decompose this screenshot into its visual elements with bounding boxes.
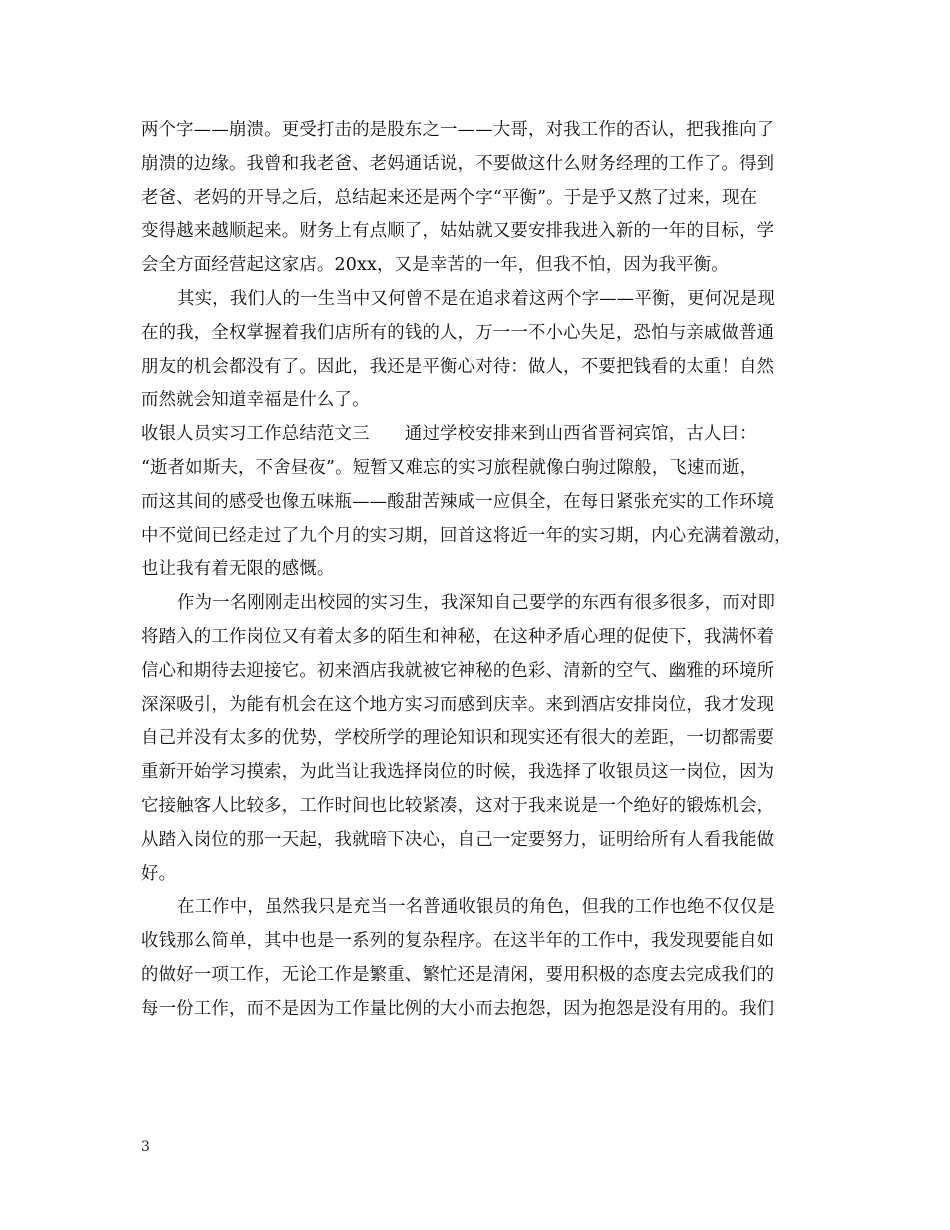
text-line: 也让我有着无限的感慨。 <box>141 559 335 580</box>
text-line: 作为一名刚刚走出校园的实习生，我深知自己要学的东西有很多很多，而对即 <box>177 593 776 614</box>
text-line: 中不觉间已经走过了九个月的实习期，回首这将近一年的实习期，内心充满着激动， <box>141 525 792 546</box>
text-line: 好。 <box>141 863 177 884</box>
page-number: 3 <box>141 1139 150 1155</box>
text-line: 收钱那么简单，其中也是一系列的复杂程序。在这半年的工作中，我发现要能自如 <box>141 931 775 952</box>
text-line: 它接触客人比较多，工作时间也比较紧凑，这对于我来说是一个绝好的锻炼机会， <box>141 795 775 816</box>
text-line: 将踏入的工作岗位又有着太多的陌生和神秘，在这种矛盾心理的促使下，我满怀着 <box>141 626 775 647</box>
text-line: 而这其间的感受也像五味瓶——酸甜苦辣咸一应俱全，在每日紧张充实的工作环境 <box>141 491 775 512</box>
text-line: 老爸、老妈的开导之后，总结起来还是两个字“平衡”。于是乎又熬了过来，现在 <box>141 187 758 208</box>
text-line: 重新开始学习摸索，为此当让我选择岗位的时候，我选择了收银员这一岗位，因为 <box>141 762 775 783</box>
text-line: 会全方面经营起这家店。20xx，又是幸苦的一年，但我不怕，因为我平衡。 <box>141 255 729 276</box>
text-line: “逝者如斯夫，不舍昼夜”。短暂又难忘的实习旅程就像白驹过隙般，飞速而逝， <box>141 457 758 478</box>
text-line: 每一份工作，而不是因为工作量比例的大小而去抱怨，因为抱怨是没有用的。我们 <box>141 998 775 1019</box>
text-line: 收银人员实习工作总结范文三 通过学校安排来到山西省晋祠宾馆，古人曰： <box>141 424 757 445</box>
text-line: 信心和期待去迎接它。初来酒店我就被它神秘的色彩、清新的空气、幽雅的环境所 <box>141 660 775 681</box>
text-line: 深深吸引，为能有机会在这个地方实习而感到庆幸。来到酒店安排岗位，我才发现 <box>141 694 775 715</box>
text-line: 崩溃的边缘。我曾和我老爸、老妈通话说，不要做这什么财务经理的工作了。得到 <box>141 153 775 174</box>
text-line: 从踏入岗位的那一天起，我就暗下决心，自己一定要努力，证明给所有人看我能做 <box>141 829 775 850</box>
text-line: 在工作中，虽然我只是充当一名普通收银员的角色，但我的工作也绝不仅仅是 <box>177 897 776 918</box>
text-line: 两个字——崩溃。更受打击的是股东之一——大哥，对我工作的否认，把我推向了 <box>141 120 775 140</box>
text-line: 自己并没有太多的优势，学校所学的理论知识和现实还有很大的差距，一切都需要 <box>141 728 775 749</box>
text-line: 其实，我们人的一生当中又何曾不是在追求着这两个字——平衡，更何况是现 <box>177 288 776 309</box>
body-text <box>141 114 811 1027</box>
text-line: 在的我，全权掌握着我们店所有的钱的人，万一一不小心失足，恐怕与亲戚做普通 <box>141 322 775 343</box>
text-line: 而然就会知道幸福是什么了。 <box>141 390 370 411</box>
text-line: 朋友的机会都没有了。因此，我还是平衡心对待：做人，不要把钱看的太重！自然 <box>141 356 775 377</box>
text-line: 的做好一项工作，无论工作是繁重、繁忙还是清闲，要用积极的态度去完成我们的 <box>141 964 775 985</box>
text-line: 变得越来越顺起来。财务上有点顺了，姑姑就又要安排我进入新的一年的目标，学 <box>141 221 775 242</box>
